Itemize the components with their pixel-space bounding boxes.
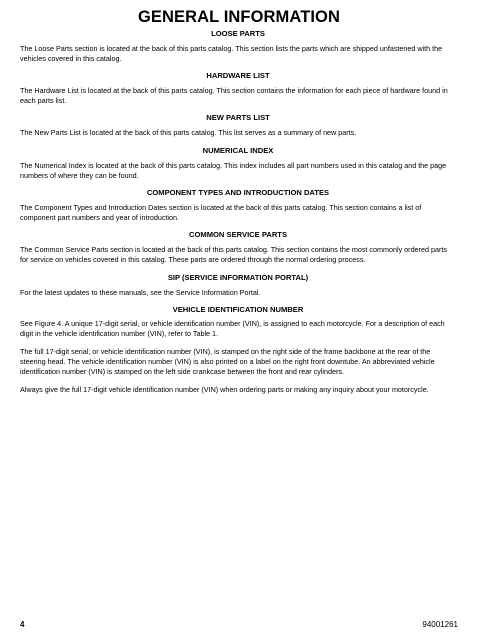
section-new-parts-list [20, 113, 456, 138]
section-text: For the latest updates to these manuals, see the Service Information Portal. [20, 287, 261, 297]
vin-paragraph: Always give the full 17-digit vehicle identification number (VIN) when ordering parts or making any inquiry about your motorcycle. [20, 385, 429, 395]
section-loose-parts [20, 29, 456, 63]
section-text: The New Parts List is located at the back of this parts catalog. This list serves as a summary of new parts. [20, 128, 357, 138]
vin-paragraph: The full 17-digit serial, or vehicle identification number (VIN), is stamped on the right side of the frame backbone at the rear of the steering head. The vehicle identification number (VIN) is also printed on a label on the right front downtube. An abbreviated vehicle identification number (VIN) is stamped on the left side crankcase between the front and rear cylinders. [20, 347, 435, 376]
section-sip [20, 273, 456, 298]
section-component-types [20, 188, 456, 222]
page-title: GENERAL INFORMATION [137, 8, 341, 26]
section-heading: LOOSE PARTS [211, 29, 265, 38]
section-heading: VEHICLE IDENTIFICATION NUMBER [172, 305, 304, 315]
section-heading: HARDWARE LIST [206, 71, 270, 81]
section-heading: COMPONENT TYPES AND INTRODUCTION DATES [146, 188, 330, 198]
section-text: The Numerical Index is located at the back of this parts catalog. This index includes all part numbers used in this catalog and the page numbers of where they can be found. [20, 160, 447, 180]
section-vin [20, 305, 456, 395]
section-text: The Hardware List is located at the back of this parts catalog. This section contains the information for each piece of hardware found in each parts list. [20, 86, 448, 105]
section-text: The Loose Parts section is located at the back of this parts catalog. This section lists the parts which are shipped unfastened with the vehicles covered in this catalog. [20, 44, 443, 63]
document-body [20, 29, 456, 404]
section-text: The Common Service Parts section is located at the back of this parts catalog. This section contains the most commonly ordered parts for service on vehicles covered in this catalog. These parts are ordered through the normal ordering process. [20, 245, 447, 264]
section-text: The Component Types and Introduction Dates section is located at the back of this parts catalog. This section contains a list of component part numbers and year of introduction. [20, 203, 422, 222]
vin-paragraph: See Figure 4. A unique 17-digit serial, or vehicle identification number (VIN), is assigned to each motorcycle. For a description of each digit in the vehicle identification number (VIN), refer to Table 1. [20, 319, 445, 338]
section-heading: SIP (SERVICE INFORMATION PORTAL) [167, 272, 309, 282]
section-common-service-parts [20, 230, 456, 264]
page-number: 4 [20, 620, 25, 629]
document-number: 94001261 [422, 620, 458, 629]
section-hardware-list [20, 71, 456, 105]
section-heading: NEW PARTS LIST [206, 113, 270, 123]
section-heading: COMMON SERVICE PARTS [188, 230, 288, 240]
section-numerical-index [20, 146, 456, 180]
section-heading: NUMERICAL INDEX [202, 145, 274, 155]
